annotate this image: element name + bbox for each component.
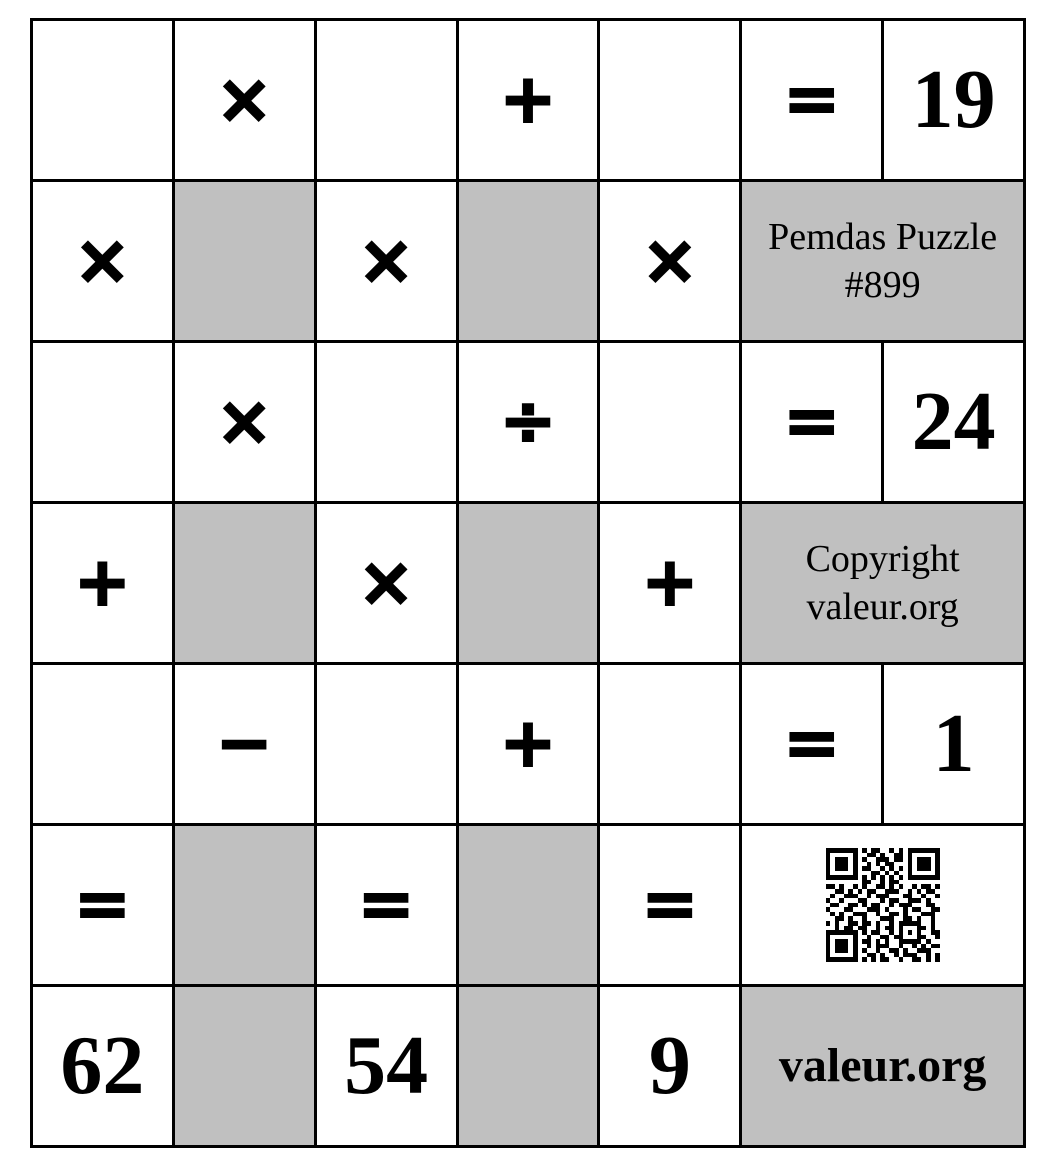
result-value: 1 [932, 697, 975, 790]
result-cell-r5c7 [884, 665, 1023, 823]
result-value: 24 [911, 375, 996, 468]
shaded-cell-r4c2 [175, 504, 314, 662]
operator-cell-r5c4 [459, 665, 598, 823]
shaded-cell-r2c4 [459, 182, 598, 340]
result-value: 19 [911, 53, 996, 146]
total-cell-r7c5 [600, 987, 739, 1145]
total-cell-r7c3 [317, 987, 456, 1145]
brand-text: valeur.org [778, 1039, 987, 1092]
shaded-cell-r7c2 [175, 987, 314, 1145]
answer-cell-r1c3 [317, 21, 456, 179]
times-operator: × [357, 221, 415, 300]
shaded-cell-r7c4 [459, 987, 598, 1145]
plus-operator: + [73, 543, 131, 622]
times-operator: × [641, 221, 699, 300]
result-cell-r3c7 [884, 343, 1023, 501]
operator-cell-r4c3 [317, 504, 456, 662]
operator-cell-r3c2 [175, 343, 314, 501]
operator-cell-r2c3 [317, 182, 456, 340]
equals-sign: = [357, 865, 415, 944]
puzzle-title-line1: Pemdas Puzzle [768, 216, 998, 258]
times-operator: × [357, 543, 415, 622]
answer-cell-r5c5 [600, 665, 739, 823]
equals-cell-r6c1 [33, 826, 172, 984]
minus-operator: − [215, 704, 273, 783]
operator-cell-r4c5 [600, 504, 739, 662]
answer-cell-r5c1 [33, 665, 172, 823]
equals-sign: = [783, 704, 841, 783]
shaded-cell-r6c2 [175, 826, 314, 984]
copyright-cell [742, 504, 1023, 662]
pemdas-grid [30, 18, 1026, 1148]
operator-cell-r1c4 [459, 21, 598, 179]
times-operator: × [73, 221, 131, 300]
column-total: 54 [344, 1019, 429, 1112]
puzzle-title-cell [742, 182, 1023, 340]
puzzle-number: #899 [844, 264, 921, 306]
operator-cell-r5c2 [175, 665, 314, 823]
equals-cell-r6c5 [600, 826, 739, 984]
column-total: 9 [648, 1019, 691, 1112]
answer-cell-r1c1 [33, 21, 172, 179]
equals-cell-r5c6 [742, 665, 881, 823]
operator-cell-r2c5 [600, 182, 739, 340]
operator-cell-r3c4 [459, 343, 598, 501]
operator-cell-r1c2 [175, 21, 314, 179]
times-operator: × [215, 382, 273, 461]
column-total: 62 [60, 1019, 145, 1112]
brand-cell [742, 987, 1023, 1145]
qr-cell [742, 826, 1023, 984]
shaded-cell-r6c4 [459, 826, 598, 984]
copyright-line2: valeur.org [806, 586, 959, 628]
answer-cell-r3c5 [600, 343, 739, 501]
answer-cell-r1c5 [600, 21, 739, 179]
answer-cell-r3c1 [33, 343, 172, 501]
equals-cell-r1c6 [742, 21, 881, 179]
equals-sign: = [783, 382, 841, 461]
times-operator: × [215, 60, 273, 139]
equals-cell-r3c6 [742, 343, 881, 501]
copyright-line1: Copyright [805, 538, 960, 580]
copyright-text [806, 535, 960, 631]
divide-operator: ÷ [499, 382, 557, 461]
equals-cell-r6c3 [317, 826, 456, 984]
shaded-cell-r2c2 [175, 182, 314, 340]
plus-operator: + [499, 60, 557, 139]
operator-cell-r2c1 [33, 182, 172, 340]
puzzle-title [768, 213, 997, 309]
equals-sign: = [783, 60, 841, 139]
shaded-cell-r4c4 [459, 504, 598, 662]
equals-sign: = [73, 865, 131, 944]
operator-cell-r4c1 [33, 504, 172, 662]
answer-cell-r5c3 [317, 665, 456, 823]
answer-cell-r3c3 [317, 343, 456, 501]
total-cell-r7c1 [33, 987, 172, 1145]
result-cell-r1c7 [884, 21, 1023, 179]
plus-operator: + [641, 543, 699, 622]
qr-code [826, 848, 940, 962]
plus-operator: + [499, 704, 557, 783]
equals-sign: = [641, 865, 699, 944]
